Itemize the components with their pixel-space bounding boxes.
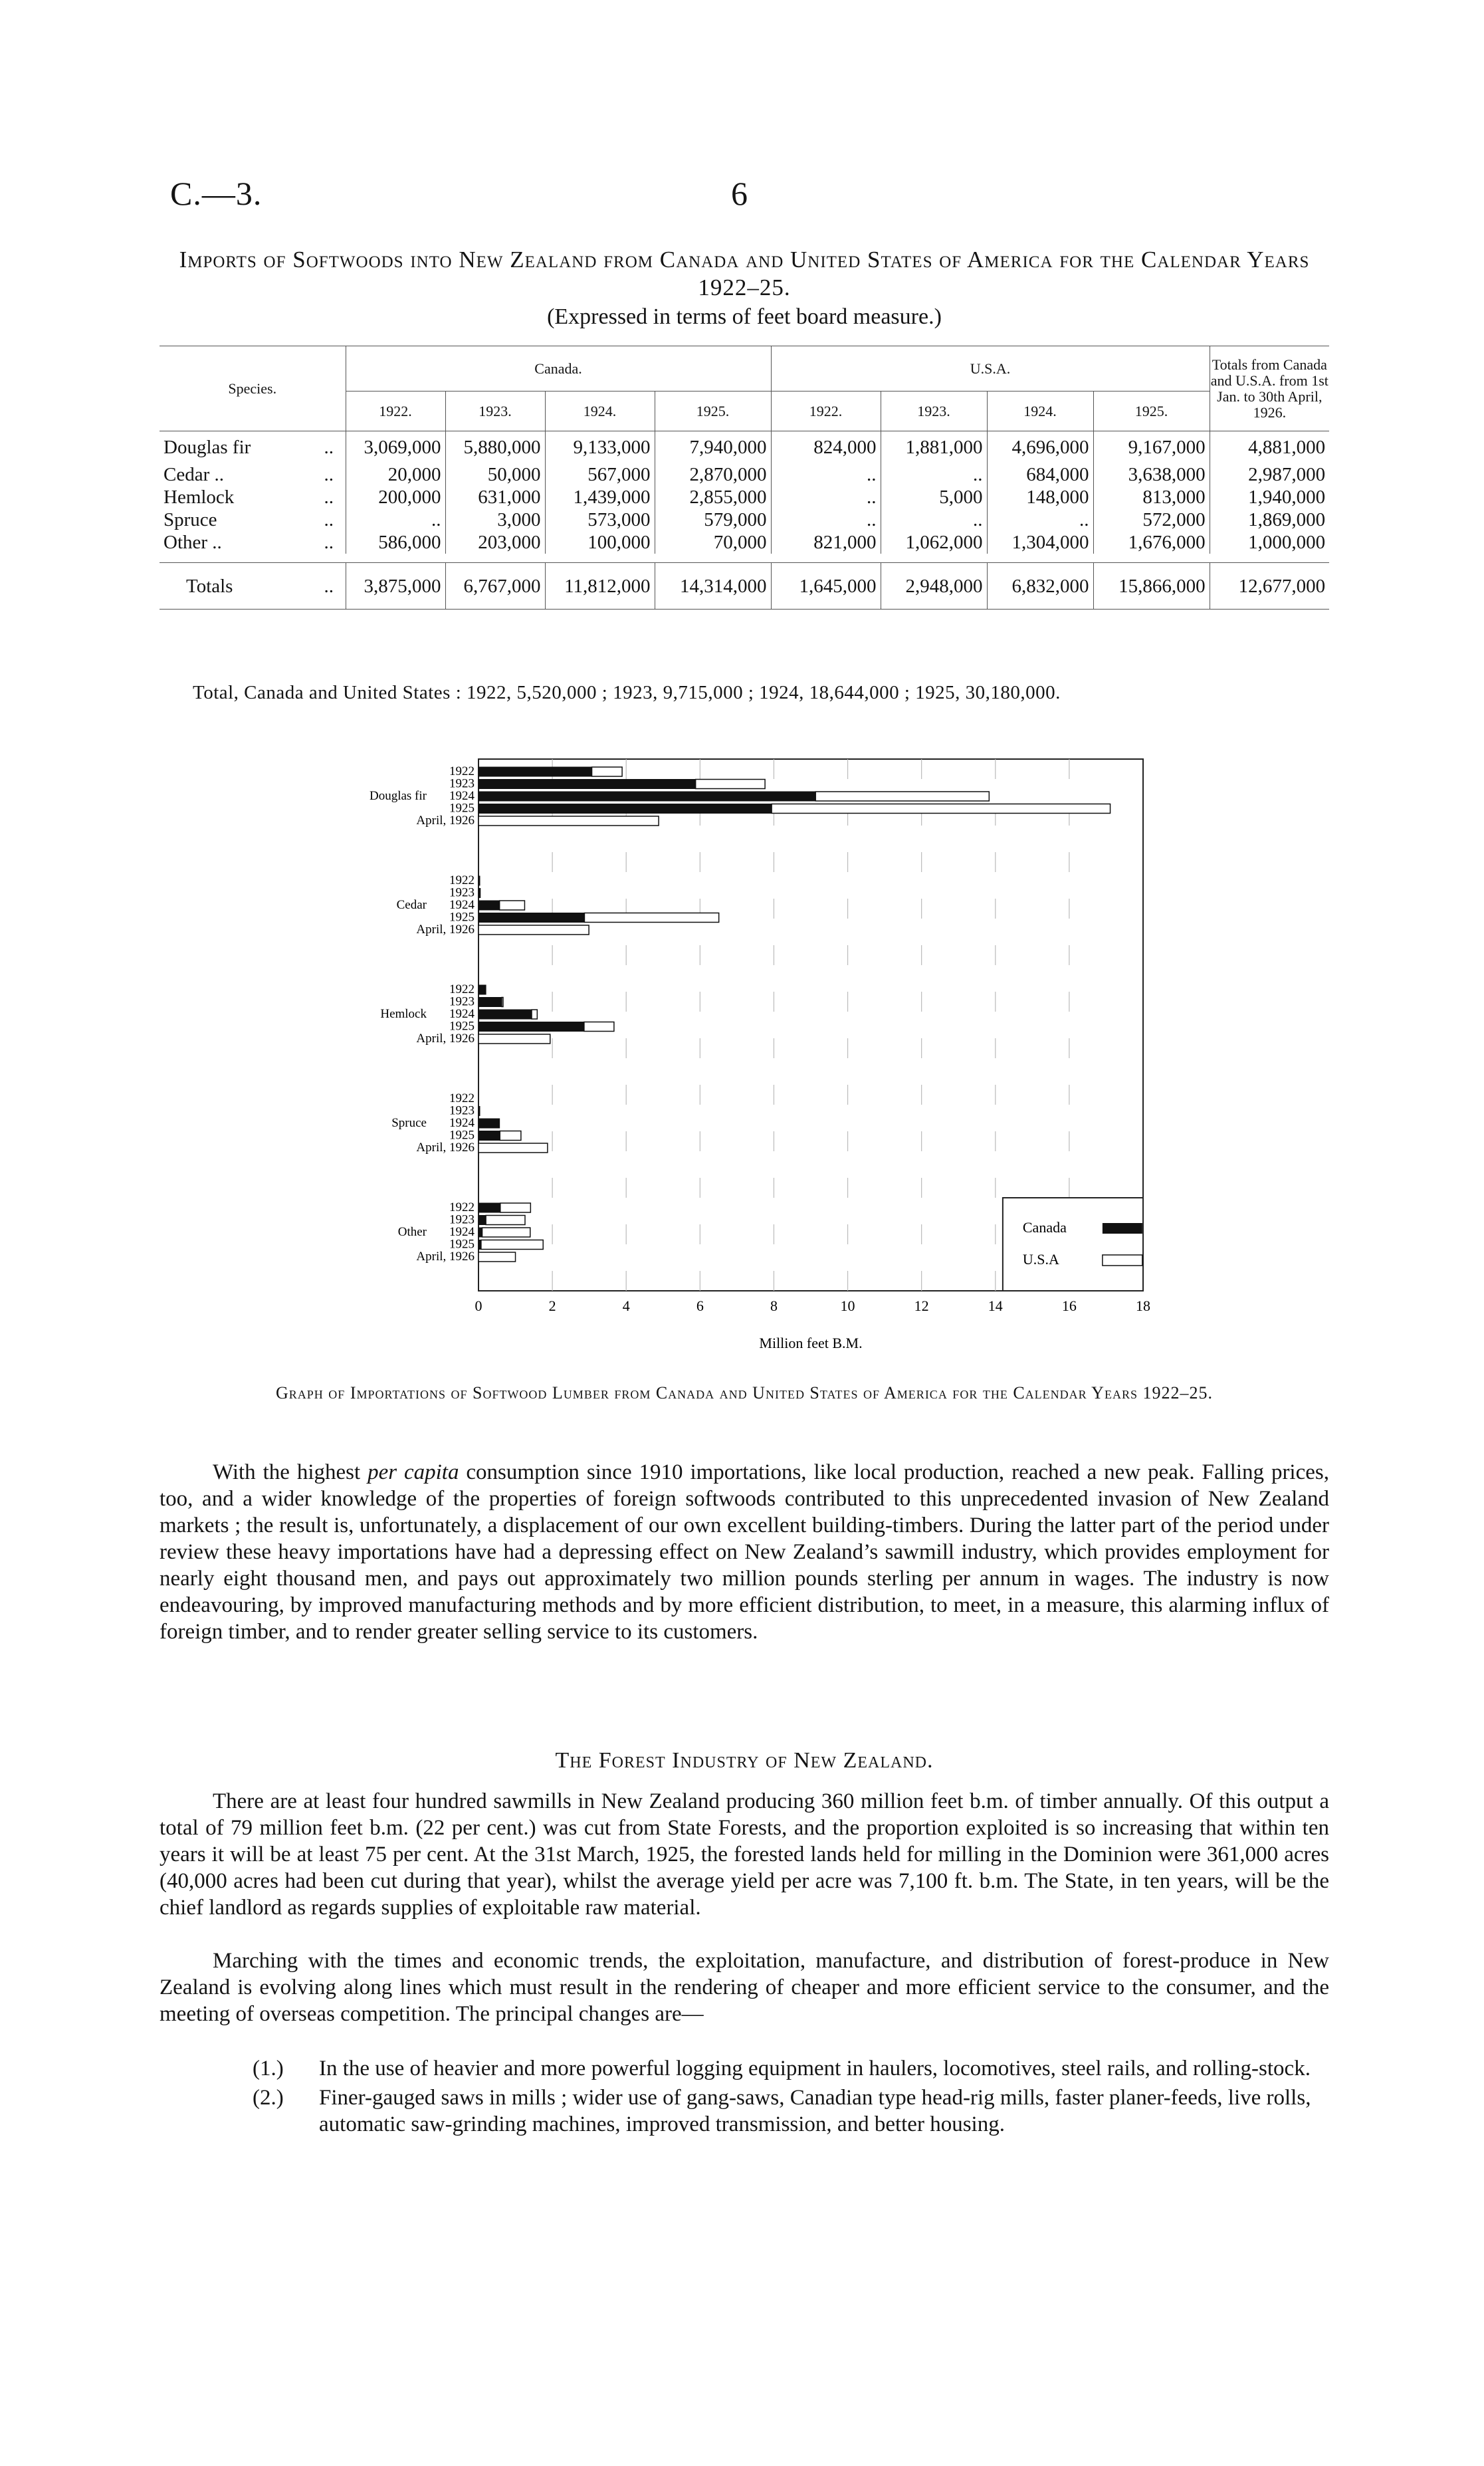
usa-value-cell: 813,000 <box>1093 486 1210 508</box>
usa-value-cell: 1,676,000 <box>1093 531 1210 554</box>
bar-usa <box>815 792 989 801</box>
list-item-number: (2.) <box>253 2086 284 2110</box>
canada-value-cell: 100,000 <box>545 531 655 554</box>
x-tick-label: 0 <box>475 1297 482 1314</box>
usa-value-cell: 1,062,000 <box>881 531 987 554</box>
bar-usa <box>502 998 503 1007</box>
total-value-cell: 1,940,000 <box>1210 486 1329 508</box>
usa-value-cell: .. <box>771 508 881 531</box>
paragraph-text: There are at least four hundred sawmills in New Zealand producing 360 million feet b.m. of timber annually. Of this output a total of 79 million feet b.m. (22 per cent.) was cut from State Forests, and the proportion exploited is so increasing that within ten years it will be at least 75 per cent. At the 31st March, 1925, the forested lands held for milling in the Dominion were 361,000 acres (40,000 acres had been cut during that year), whilst the average yield per acre was 7,100 ft. b.m. The State, in ten years, will be the chief landlord as regards supplies of exploitable raw material. <box>159 1789 1329 1920</box>
year-label: April, 1926 <box>416 1141 475 1155</box>
year-label: April, 1926 <box>416 1250 475 1264</box>
usa-value-cell: 1,881,000 <box>881 431 987 463</box>
species-cell: Cedar .. <box>163 463 224 485</box>
bar-usa <box>500 1131 521 1141</box>
year-label: April, 1926 <box>416 923 475 937</box>
changes-list <box>253 2055 1316 2140</box>
canada-value-cell: 579,000 <box>655 508 771 531</box>
year-label: 1925 <box>449 1128 475 1143</box>
usa-value-cell: 15,866,000 <box>1093 563 1210 610</box>
species-label: Douglas fir <box>369 789 427 803</box>
paragraph-imports <box>159 1459 1329 1645</box>
bar-canada <box>478 876 480 885</box>
legend-swatch-canada <box>1103 1223 1142 1234</box>
species-header: Species. <box>228 380 277 397</box>
year-label: 1922 <box>449 1091 475 1105</box>
usa-value-cell: 5,000 <box>881 486 987 508</box>
x-tick-label: 6 <box>696 1297 704 1314</box>
year-label: 1923 <box>449 885 475 900</box>
list-item-text: Finer-gauged saws in mills ; wider use of gang-saws, Canadian type head-rig mills, faster planer-feeds, live rolls, automatic saw-grinding machines, improved transmission, and better housing. <box>319 2086 1311 2136</box>
canada-header: Canada. <box>346 346 771 392</box>
table-row <box>159 508 1329 531</box>
x-tick-label: 2 <box>548 1297 556 1314</box>
legend-box <box>1003 1198 1143 1291</box>
bar-canada <box>478 1010 532 1019</box>
canada-value-cell: .. <box>346 508 445 531</box>
usa-year-header: 1924. <box>987 392 1093 431</box>
canada-value-cell: 3,875,000 <box>346 563 445 610</box>
canada-value-cell: 70,000 <box>655 531 771 554</box>
species-label: Other <box>397 1225 427 1239</box>
canada-value-cell: 573,000 <box>545 508 655 531</box>
usa-value-cell: 3,638,000 <box>1093 463 1210 486</box>
species-label: Hemlock <box>380 1007 427 1021</box>
section-heading: The Forest Industry of New Zealand. <box>555 1748 934 1773</box>
leader-dots: .. <box>324 463 334 485</box>
species-cell: Other .. <box>163 531 222 553</box>
bar-canada <box>478 780 696 789</box>
usa-value-cell: .. <box>881 508 987 531</box>
bar-canada <box>478 889 480 898</box>
year-label: 1925 <box>449 801 475 816</box>
table-row <box>159 431 1329 463</box>
bar-usa <box>482 1228 530 1237</box>
year-label: 1922 <box>449 982 475 996</box>
usa-value-cell: 684,000 <box>987 463 1093 486</box>
canada-value-cell: 7,940,000 <box>655 431 771 463</box>
x-tick-label: 18 <box>1136 1297 1150 1314</box>
bar-usa <box>478 816 659 826</box>
table-title: Imports of Softwoods into New Zealand from Canada and United States of America for the Calendar Years 1922–25. <box>179 247 1310 300</box>
leader-dots: .. <box>324 575 334 597</box>
usa-value-cell: .. <box>987 508 1093 531</box>
bar-canada <box>478 1216 486 1225</box>
x-tick-label: 14 <box>988 1297 1003 1314</box>
bar-canada <box>478 913 584 923</box>
bar-canada <box>478 1203 500 1212</box>
year-label: 1925 <box>449 1019 475 1034</box>
usa-value-cell: 572,000 <box>1093 508 1210 531</box>
canada-value-cell: 6,767,000 <box>445 563 545 610</box>
year-label: 1923 <box>449 1103 475 1118</box>
year-label: 1922 <box>449 764 475 778</box>
canada-value-cell: 3,000 <box>445 508 545 531</box>
usa-year-header: 1923. <box>881 392 987 431</box>
legend-swatch-usa <box>1103 1255 1142 1266</box>
x-axis-label: Million feet B.M. <box>759 1335 863 1351</box>
bar-usa <box>696 780 765 789</box>
year-label: 1925 <box>449 1237 475 1252</box>
totals-header: Totals from Canada and U.S.A. from 1st Jan. to 30th April, 1926. <box>1210 346 1329 431</box>
table-subtitle: (Expressed in terms of feet board measure.) <box>547 304 942 329</box>
total-value-cell: 1,000,000 <box>1210 531 1329 554</box>
year-label: 1922 <box>449 873 475 887</box>
bar-usa <box>500 901 525 910</box>
page-number: 6 <box>731 175 748 212</box>
canada-year-header: 1925. <box>655 392 771 431</box>
bar-usa <box>592 767 623 776</box>
list-item <box>253 2084 1316 2138</box>
bar-canada <box>478 998 502 1007</box>
usa-value-cell: 1,645,000 <box>771 563 881 610</box>
table-row <box>159 531 1329 554</box>
total-value-cell: 12,677,000 <box>1210 563 1329 610</box>
table-row <box>159 486 1329 508</box>
table-footnote: Total, Canada and United States : 1922, 5,520,000 ; 1923, 9,715,000 ; 1924, 18,644,000 ; 1925, 30,180,000. <box>193 682 1061 703</box>
usa-value-cell: .. <box>771 486 881 508</box>
species-cell: Douglas fir <box>163 436 251 458</box>
x-tick-label: 10 <box>840 1297 855 1314</box>
canada-value-cell: 14,314,000 <box>655 563 771 610</box>
legend-label-usa: U.S.A <box>1022 1251 1059 1268</box>
list-item-text: In the use of heavier and more powerful logging equipment in haulers, locomotives, steel rails, and rolling-stock. <box>319 2057 1311 2080</box>
usa-value-cell: 9,167,000 <box>1093 431 1210 463</box>
canada-value-cell: 586,000 <box>346 531 445 554</box>
legend-label-canada: Canada <box>1022 1219 1067 1236</box>
leader-dots: .. <box>324 486 334 508</box>
year-label: 1925 <box>449 910 475 925</box>
total-value-cell: 2,987,000 <box>1210 463 1329 486</box>
paragraph-text: Marching with the times and economic trends, the exploitation, manufacture, and distribution of forest-produce in New Zealand is evolving along lines which must result in the rendering of cheaper and more efficient service to the consumer, and the meeting of overseas competition. The principal changes are— <box>159 1949 1329 2026</box>
bar-usa <box>478 925 589 935</box>
species-cell: Spruce <box>163 508 217 530</box>
year-label: 1924 <box>449 1116 475 1130</box>
paragraph-sawmills <box>159 1788 1329 1921</box>
canada-year-header: 1924. <box>545 392 655 431</box>
bar-usa <box>500 1203 531 1212</box>
leader-dots: .. <box>324 531 334 553</box>
paragraph-changes <box>159 1948 1329 2027</box>
paragraph-text: With the highest <box>213 1460 368 1484</box>
canada-value-cell: 50,000 <box>445 463 545 486</box>
bar-canada <box>478 1022 584 1032</box>
year-label: 1924 <box>449 1007 475 1021</box>
table-row <box>159 463 1329 486</box>
canada-year-header: 1922. <box>346 392 445 431</box>
canada-value-cell: 200,000 <box>346 486 445 508</box>
bar-usa <box>486 1216 525 1225</box>
canada-value-cell: 20,000 <box>346 463 445 486</box>
bar-canada <box>478 792 815 801</box>
canada-value-cell: 9,133,000 <box>545 431 655 463</box>
x-tick-label: 12 <box>914 1297 929 1314</box>
canada-value-cell: 2,870,000 <box>655 463 771 486</box>
x-tick-label: 4 <box>622 1297 630 1314</box>
bar-usa <box>481 1240 543 1250</box>
bar-usa <box>532 1010 537 1019</box>
year-label: April, 1926 <box>416 1032 475 1046</box>
canada-year-header: 1923. <box>445 392 545 431</box>
usa-value-cell: 821,000 <box>771 531 881 554</box>
species-label: Spruce <box>391 1116 427 1130</box>
year-label: 1923 <box>449 994 475 1009</box>
usa-value-cell: 824,000 <box>771 431 881 463</box>
leader-dots: .. <box>324 508 334 530</box>
canada-value-cell: 11,812,000 <box>545 563 655 610</box>
bar-canada <box>478 1228 482 1237</box>
bar-usa <box>584 1022 614 1032</box>
year-label: 1923 <box>449 1212 475 1227</box>
bar-canada <box>478 1119 500 1128</box>
year-label: 1922 <box>449 1200 475 1214</box>
year-label: 1924 <box>449 789 475 803</box>
paragraph-emphasis: per capita <box>368 1460 459 1484</box>
list-item <box>253 2055 1316 2082</box>
bar-canada <box>478 1107 480 1116</box>
year-label: 1924 <box>449 1225 475 1239</box>
paragraph-text: consumption since 1910 importations, like local production, reached a new peak. Falling prices, too, and a wider knowledge of the properties of foreign softwoods contributed to this unprecedented invasion of New Zealand markets ; the result is, unfortunately, a displacement of our own excellent building-timbers. During the latter part of the period under review these heavy importations have had a depressing effect on New Zealand’s sawmill industry, which provides employment for nearly eight thousand men, and pays out approximately two million pounds sterling per annum in wages. The industry is now endeavouring, by improved manufacturing methods and by more efficient distribution, to meet, in a measure, this alarming influx of foreign timber, and to render greater selling service to its customers. <box>159 1460 1329 1644</box>
usa-year-header: 1925. <box>1093 392 1210 431</box>
year-label: 1923 <box>449 776 475 791</box>
bar-canada <box>478 1131 500 1141</box>
usa-header: U.S.A. <box>771 346 1210 392</box>
species-label: Cedar <box>396 898 427 912</box>
species-cell: Totals <box>186 575 233 597</box>
total-value-cell: 4,881,000 <box>1210 431 1329 463</box>
canada-value-cell: 203,000 <box>445 531 545 554</box>
total-value-cell: 1,869,000 <box>1210 508 1329 531</box>
bar-canada <box>478 985 486 994</box>
list-item-number: (1.) <box>253 2057 284 2080</box>
graph-caption: Graph of Importations of Softwood Lumber from Canada and United States of America for the Calendar Years 1922–25. <box>276 1383 1213 1402</box>
usa-value-cell: 1,304,000 <box>987 531 1093 554</box>
canada-value-cell: 2,855,000 <box>655 486 771 508</box>
bar-usa <box>478 1034 550 1044</box>
bar-canada <box>478 804 772 814</box>
usa-value-cell: 2,948,000 <box>881 563 987 610</box>
imports-bar-chart <box>312 744 1176 1351</box>
bar-canada <box>478 767 592 776</box>
bar-usa <box>478 1143 548 1153</box>
usa-value-cell: 4,696,000 <box>987 431 1093 463</box>
usa-value-cell: 6,832,000 <box>987 563 1093 610</box>
year-label: 1924 <box>449 898 475 912</box>
canada-value-cell: 631,000 <box>445 486 545 508</box>
document-reference: C.—3. <box>170 175 263 212</box>
bar-usa <box>772 804 1110 814</box>
usa-value-cell: 148,000 <box>987 486 1093 508</box>
year-label: April, 1926 <box>416 814 475 828</box>
usa-value-cell: .. <box>771 463 881 486</box>
bar-canada <box>478 901 500 910</box>
bar-usa <box>584 913 718 923</box>
canada-value-cell: 1,439,000 <box>545 486 655 508</box>
leader-dots: .. <box>324 436 334 458</box>
usa-year-header: 1922. <box>771 392 881 431</box>
canada-value-cell: 5,880,000 <box>445 431 545 463</box>
canada-value-cell: 3,069,000 <box>346 431 445 463</box>
totals-row <box>159 563 1329 610</box>
imports-table <box>159 346 1329 610</box>
bar-usa <box>478 1252 516 1262</box>
usa-value-cell: .. <box>881 463 987 486</box>
x-tick-label: 8 <box>770 1297 778 1314</box>
x-tick-label: 16 <box>1061 1297 1077 1314</box>
canada-value-cell: 567,000 <box>545 463 655 486</box>
species-cell: Hemlock <box>163 486 235 508</box>
